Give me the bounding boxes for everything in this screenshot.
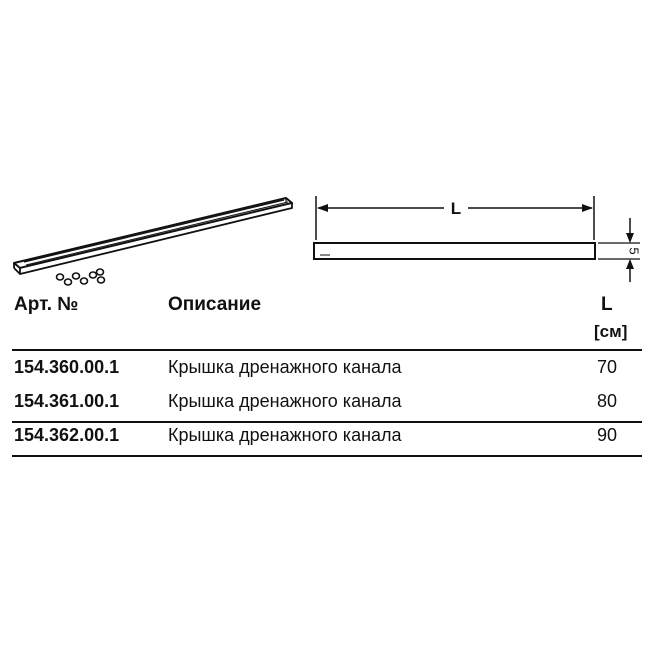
- header-length: L: [601, 294, 613, 315]
- header-length-unit: [см]: [594, 322, 628, 341]
- header-article: Арт. №: [14, 294, 79, 315]
- table-row: [0, 391, 650, 421]
- length-value: 80: [597, 391, 618, 411]
- article-number: 154.361.00.1: [14, 391, 120, 411]
- table-header-rule: [12, 349, 642, 351]
- description: Крышка дренажного канала: [168, 391, 402, 411]
- table-row-rule: [12, 421, 642, 423]
- article-number: 154.360.00.1: [14, 357, 120, 377]
- product-drawings: [0, 0, 650, 300]
- height-dimension-label: 5: [626, 247, 642, 255]
- description: Крышка дренажного канала: [168, 425, 402, 445]
- table-bottom-rule: [12, 455, 642, 457]
- table-row: [0, 425, 650, 455]
- table-row: [0, 357, 650, 387]
- drain-cover-isometric-illustration: [14, 198, 292, 274]
- article-number: 154.362.00.1: [14, 425, 120, 445]
- length-value: 70: [597, 357, 618, 377]
- description: Крышка дренажного канала: [168, 357, 402, 377]
- fixing-screws-illustration: [57, 269, 105, 285]
- header-description: Описание: [168, 294, 262, 315]
- drain-cover-side-view-illustration: [314, 196, 640, 282]
- length-value: 90: [597, 425, 618, 445]
- length-dimension-label: L: [450, 199, 462, 218]
